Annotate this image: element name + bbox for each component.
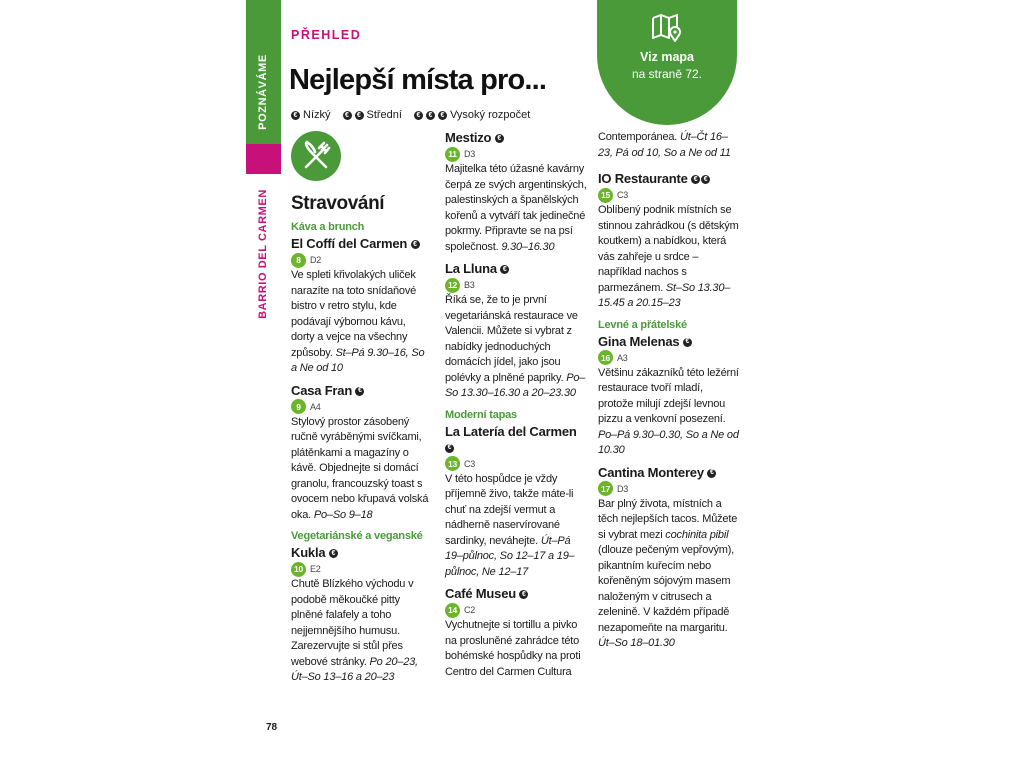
map-ref: 11 D3 (445, 146, 587, 162)
map-badge-line1: Viz mapa (640, 50, 694, 64)
venue-description: Stylový prostor zásobený ručně vyráběnými svíčkami, plátěnkami a magazíny o kávě. Objednejte si domácí granolu, francouzský toast s ovocem nebo křupavá volská oka. Po–So 9–18 (291, 415, 429, 521)
sidebar-pink-tab (246, 144, 281, 174)
map-number-badge: 9 (291, 399, 306, 414)
venue-name: Gina Melenas € (598, 334, 740, 350)
map-ref: 16 A3 (598, 350, 740, 366)
sidebar-label-barrio: BARRIO DEL CARMEN (257, 189, 269, 319)
euro-icon: € (426, 111, 435, 120)
budget-legend (291, 109, 530, 121)
venue-description: Ve spleti křivolakých uliček narazíte na toto snídaňové bistro v retro stylu, kde podávají výbornou kávu, dorty a vejce na všechny způsoby. St–Pá 9.30–16, So a Ne od 10 (291, 269, 425, 374)
opening-hours: Po–Pá 9.30–0.30, So a Ne od 10.30 (598, 428, 739, 456)
opening-hours: Po–So 13.30–16.30 a 20–23.30 (445, 371, 586, 399)
column-1 (291, 192, 431, 692)
map-ref: 12 B3 (445, 277, 587, 293)
opening-hours: St–Pá 9.30–16, So a Ne od 10 (291, 346, 425, 374)
subsection-tapas: Moderní tapas (445, 408, 517, 421)
map-number-badge: 8 (291, 253, 306, 268)
venue-description: Majitelka této úžasné kavárny čerpá ze svých argentinských, palestinských a španělských kořenů a vytváří tak jedinečné pokrmy. Připravte se na psí společnost. 9.30–16.30 (445, 163, 587, 253)
map-number-badge: 15 (598, 188, 613, 203)
euro-icon: € (701, 175, 710, 184)
page-title: Nejlepší místa pro... (289, 64, 547, 96)
euro-icon: € (411, 240, 420, 249)
venue-description: Chutě Blízkého východu v podobě měkoučké pitty plněné falafely a toho nejjemnějšího humusu. Zarezervujte si stůl přes webové stránky. Po 20–23, Út–So 13–16 a 20–23 (291, 578, 418, 683)
subsection-cheap: Levné a přátelské (598, 318, 687, 331)
map-ref: 14 C2 (445, 602, 587, 618)
opening-hours: Út–So 18–01.30 (598, 637, 675, 649)
overview-label: PŘEHLED (291, 28, 362, 42)
venue-description-continued: Contemporánea. Út–Čt 16–23, Pá od 10, So a Ne od 11 (598, 131, 731, 159)
section-title: Stravování (291, 193, 385, 214)
legend-low-label: Nízký (303, 109, 331, 121)
euro-icon: € (355, 387, 364, 396)
opening-hours: Út–Pá 19–půlnoc, So 12–17 a 19–půlnoc, Ne 12–17 (445, 534, 575, 578)
venue-description: Říká se, že to je první vegetariánská restaurace ve Valencii. Můžete si vybrat z nabídky jednoduchých domácích jídel, jako jsou polévky a plněné papriky. Po–So 13.30–16.30 a 20–23.30 (445, 294, 586, 399)
venue-name: El Coffí del Carmen € (291, 236, 431, 252)
opening-hours: 9.30–16.30 (501, 240, 555, 253)
venue-description: Oblíbený podnik místních se stinnou zahrádkou (s dětským koutkem) a nabídkou, která vás zahřeje u srdce – například nachos s parmezánem. St–So 13.30–15.45 a 20.15–23 (598, 204, 739, 309)
opening-hours: Po–So 9–18 (313, 508, 373, 521)
page-number: 78 (266, 722, 278, 733)
subsection-coffee: Káva a brunch (291, 221, 365, 233)
euro-icon: € (707, 469, 716, 478)
euro-icon: € (691, 175, 700, 184)
venue-description: Většinu zákazníků této ležérní restaurace tvoří mladí, protože milují zdejší levnou pizzu a venkovní posezení. Po–Pá 9.30–0.30, So a Ne od 10.30 (598, 366, 739, 456)
map-number-badge: 11 (445, 147, 460, 162)
euro-icon: € (414, 111, 423, 120)
map-ref: 15 C3 (598, 187, 740, 203)
euro-icon: € (438, 111, 447, 120)
venue-name: Cantina Monterey € (598, 465, 740, 481)
venue-description: V této hospůdce je vždy příjemně živo, takže máte-li chuť na zdejší vermut a nádherně naservírované sardinky, neváhejte. Út–Pá 19–půlnoc, So 12–17 a 19–půlnoc, Ne 12–17 (445, 472, 575, 578)
map-ref: 17 D3 (598, 481, 740, 497)
column-3 (598, 128, 740, 658)
map-reference-badge (597, 0, 737, 125)
legend-low (291, 109, 331, 121)
map-number-badge: 16 (598, 350, 613, 365)
opening-hours: Út–Čt 16–23, Pá od 10, So a Ne od 11 (598, 131, 731, 159)
euro-icon: € (291, 111, 300, 120)
venue-name: La Lluna € (445, 261, 587, 277)
venue-name: Kukla € (291, 545, 431, 561)
euro-icon: € (519, 590, 528, 599)
map-number-badge: 14 (445, 603, 460, 618)
legend-high-label: Vysoký rozpočet (449, 109, 531, 121)
venue-name: Mestizo € (445, 130, 587, 146)
column-2 (445, 128, 587, 686)
map-number-badge: 17 (598, 481, 613, 496)
map-pin-icon (651, 12, 683, 47)
map-number-badge: 13 (445, 456, 460, 471)
legend-high (414, 109, 530, 121)
map-ref: 10 E2 (291, 561, 431, 577)
opening-hours: Po 20–23, Út–So 13–16 a 20–23 (291, 655, 418, 683)
venue-name: IO Restaurante € € (598, 171, 740, 187)
venue-name: Café Museu € (445, 586, 587, 602)
legend-mid (343, 109, 402, 121)
venue-name: Casa Fran € (291, 383, 431, 399)
euro-icon: € (495, 134, 504, 143)
legend-mid-label: Střední (366, 109, 402, 121)
fork-knife-icon (291, 131, 341, 181)
euro-icon: € (683, 338, 692, 347)
euro-icon: € (500, 265, 509, 274)
euro-icon: € (445, 444, 454, 453)
venue-description: Vychutnejte si tortillu a pivko na prosluněné zahrádce této bohémské hospůdky na proti Centro del Carmen Cultura (445, 619, 581, 678)
map-ref: 9 A4 (291, 399, 431, 415)
euro-icon: € (329, 549, 338, 558)
map-ref: 13 C3 (445, 456, 587, 472)
map-number-badge: 10 (291, 562, 306, 577)
map-number-badge: 12 (445, 278, 460, 293)
subsection-vegetarian: Vegetariánské a veganské (291, 530, 423, 542)
map-ref: 8 D2 (291, 252, 431, 268)
sidebar-label-poznavame: POZNÁVÁME (257, 54, 269, 130)
opening-hours: St–So 13.30–15.45 a 20.15–23 (598, 281, 731, 309)
euro-icon: € (355, 111, 364, 120)
venue-description: Bar plný života, místních a těch nejlepších tacos. Můžete si vybrat mezi cochinita pibil (dlouze pečeným vepřovým), pikantním kuřecím nebo kořeněným sójovým masem naloženým v citrusech a zelenině. V každém případě nezapomeňte na margaritu. Út–So 18–01.30 (598, 497, 738, 649)
euro-icon: € (343, 111, 352, 120)
venue-name: La Latería del Carmen € (445, 423, 577, 452)
map-badge-line2: na straně 72. (631, 67, 703, 81)
